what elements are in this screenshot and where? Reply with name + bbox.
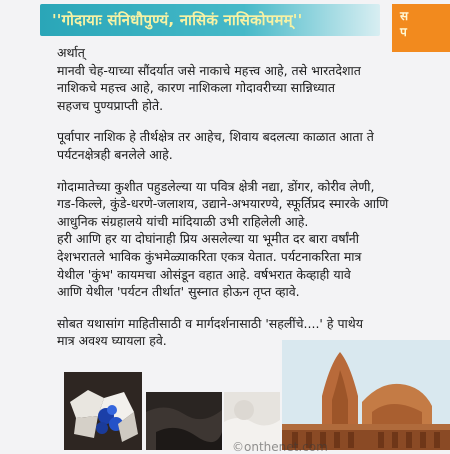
dark-photo: [146, 392, 222, 450]
paragraph-line: अर्थात्: [57, 45, 85, 60]
body-text: [57, 44, 397, 350]
paragraph-line: देशभरातले भाविक कुंभमेळ्याकरिता एकत्र येतात. पर्यटनाकरिता मात्र: [57, 248, 362, 264]
paragraph-line: मानवी चेह-याच्या सौंदर्यात जसे नाकाचे महत्त्व आहे, तसे भारतदेशात: [57, 62, 361, 78]
paragraph-line: गड-किल्ले, कुंडे-धरणे-जलाशय, उद्याने-अभयारण्ये, स्फूर्तिप्रद स्मारके आणि: [57, 196, 389, 212]
watermark: ©onthenet.com: [232, 440, 328, 454]
temple-image: [282, 340, 450, 450]
paragraph-line: नाशिकचे महत्त्व आहे, कारण नाशिकला गोदावरीच्या सान्निध्यात: [57, 80, 336, 96]
paragraph-line: पर्यटनक्षेत्रही बनलेले आहे.: [57, 146, 173, 162]
side-tab-line-2: प: [400, 25, 407, 39]
paragraph-line: सोबत यथासांग माहितीसाठी व मार्गदर्शनासाठी 'सहलींचे....' हे पाथेय: [57, 315, 364, 331]
paragraph-line: येथील 'कुंभ' कायमचा ओसंडून वहात आहे. वर्षभरात केव्हाही यावे: [57, 266, 351, 282]
paragraph-line: मात्र अवश्य घ्यायला हवे.: [57, 333, 167, 349]
side-tab-text: [400, 8, 448, 40]
gemstone-image: [64, 372, 142, 450]
paragraph-line: सहजच पुण्यप्राप्ती होते.: [57, 97, 164, 113]
gemstone-photo: [64, 372, 142, 450]
paragraph-line: पूर्वापार नाशिक हे तीर्थक्षेत्र तर आहेच, शिवाय बदलत्या काळात आता ते: [57, 129, 374, 145]
side-tab-line-1: स: [400, 9, 409, 23]
paragraph-3: [57, 178, 397, 301]
paragraph-2: [57, 128, 397, 163]
page-title: ''गोदायाः संनिधौपुण्यं, नासिकं नासिकोपमम्'': [52, 11, 303, 29]
paragraph-1: [57, 44, 397, 114]
paragraph-line: गोदामातेच्या कुशीत पहुडलेल्या या पवित्र क्षेत्री नद्या, डोंगर, कोरीव लेणी,: [57, 178, 375, 194]
paragraph-line: आधुनिक संग्रहालये यांची मांदियाळी उभी राहिलेली आहे.: [57, 213, 309, 229]
dark-image: [146, 392, 222, 450]
temple-photo: [282, 340, 450, 450]
paragraph-line: हरी आणि हर या दोघांनाही प्रिय असलेल्या या भूमीत दर बारा वर्षांनी: [57, 231, 359, 247]
paragraph-line: आणि येथील 'पर्यटन तीर्थात' सुस्नात होऊन तृप्त व्हावे.: [57, 284, 300, 300]
